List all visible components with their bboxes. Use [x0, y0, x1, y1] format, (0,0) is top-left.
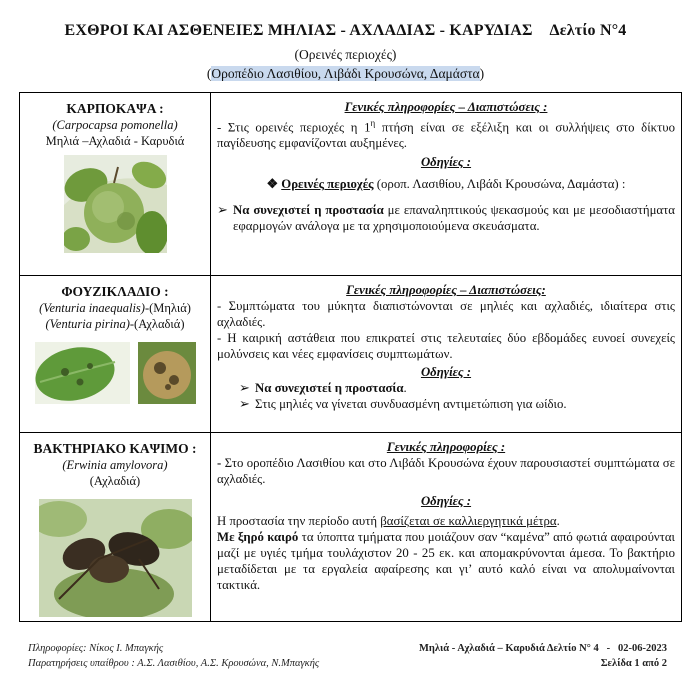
general-info-heading: Γενικές πληροφορίες : [386, 440, 506, 454]
pest-cell [20, 433, 211, 622]
scientific-name-apple: (Venturia inaequalis)-(Μηλιά) [39, 301, 191, 315]
arrow-bullet-icon: ➢ [239, 381, 250, 395]
footer-bulletin-info: Μηλιά - Αχλαδιά – Καρυδιά Δελτίο Ν° 4 - 02-06-2023 [418, 643, 667, 654]
general-info-text: - Στις ορεινές περιοχές η $1^\eta$ πτήση είναι σε εξέλιξη και οι συλλήψεις στο δίκτυο παγίδευσης εμφανίζονται αυξημένες. [217, 118, 675, 151]
instruction-item: ➢ Να συνεχιστεί η προστασία. [239, 381, 407, 395]
arrow-bullet-icon: ➢ [217, 203, 228, 218]
codling-moth-fruit-image [64, 155, 167, 253]
diamond-bullet-icon: ❖ [266, 177, 279, 192]
general-info-heading: Γενικές πληροφορίες – Διαπιστώσεις: [346, 283, 546, 297]
bulletin-number: Δελτίο Ν°4 [549, 22, 627, 39]
pest-name: ΦΟΥΖΙΚΛΑΔΙΟ : [61, 284, 169, 299]
general-info-text: - Συμπτώματα του μύκητα διαπιστώνονται σε μηλιές και αχλαδιές, ιδιαίτερα στις αχλαδιές. [217, 299, 675, 329]
instructions-heading: Οδηγίες : [420, 494, 472, 508]
scientific-name: (Carpocapsa pomonella) [52, 118, 178, 132]
table-row [20, 433, 682, 622]
scab-fruit-image [138, 342, 196, 404]
instruction-item: ➢ Να συνεχιστεί η προστασία με επαναληπτικούς ψεκασμούς και με μεσοδιαστήματα εφαρμογών ανάλογα με τα χρησιμοποιούμενα σκευάσματα. [217, 203, 675, 234]
page-number: Σελίδα 1 από 2 [600, 658, 667, 669]
info-cell [211, 276, 682, 433]
footer-left [28, 641, 319, 671]
general-info-text: - Η καιρική αστάθεια που επικρατεί στις τελευταίες δύο εβδομάδες ευνοεί συνεχείς μολύνσεις και νέες εμφανίσεις συμπτωμάτων. [217, 331, 675, 361]
pest-table [19, 92, 682, 622]
arrow-bullet-icon: ➢ [239, 397, 250, 411]
document-subtitle: (Ορεινές περιοχές) [294, 47, 397, 62]
footer-right [419, 641, 667, 671]
footer-observations: Παρατηρήσεις υπαίθρου : Α.Σ. Λασιθίου, Α.Σ. Κρουσώνα, Ν.Μπαγκής [28, 658, 320, 669]
fire-blight-image [39, 499, 192, 617]
general-info-text: - Στο οροπέδιο Λασιθίου και στο Λιβάδι Κρουσώνα έχουν παρουσιαστεί συμπτώματα σε αχλαδιές. [217, 456, 675, 486]
region-line: ❖ Ορεινές περιοχές (οροπ. Λασιθίου, Λιβάδι Κρουσώνα, Δαμάστα) : [266, 177, 626, 192]
pest-name: ΒΑΚΤΗΡΙΑΚΟ ΚΑΨΙΜΟ : [33, 441, 197, 456]
host-plants: (Αχλαδιά) [89, 474, 141, 488]
instruction-text: Η προστασία την περίοδο αυτή βασίζεται σε καλλιεργητικά μέτρα. [217, 514, 560, 528]
table-row [20, 276, 682, 433]
title-text: ΕΧΘΡΟΙ ΚΑΙ ΑΣΘΕΝΕΙΕΣ ΜΗΛΙΑΣ - ΑΧΛΑΔΙΑΣ - ΚΑΡΥΔΙΑΣ [64, 22, 533, 39]
instructions-heading: Οδηγίες : [420, 155, 472, 170]
general-info-heading: Γενικές πληροφορίες – Διαπιστώσεις : [344, 100, 548, 114]
instruction-item: ➢ Στις μηλιές να γίνεται συνδυασμένη αντιμετώπιση για ωίδιο. [239, 397, 567, 411]
document-title [0, 22, 691, 40]
scab-leaf-image [35, 342, 130, 404]
highlighted-areas[interactable]: Οροπέδιο Λασιθίου, Λιβάδι Κρουσώνα, Δαμάστα [211, 66, 480, 81]
areas-line: (Οροπέδιο Λασιθίου, Λιβάδι Κρουσώνα, Δαμάστα) [206, 66, 485, 81]
pest-cell [20, 276, 211, 433]
scientific-name: (Erwinia amylovora) [62, 458, 168, 472]
table-row [20, 93, 682, 276]
host-plants: Μηλιά –Αχλαδιά - Καρυδιά [45, 134, 185, 148]
info-cell [211, 433, 682, 622]
scientific-name-pear: (Venturia pirina)-(Αχλαδιά) [45, 317, 185, 331]
pest-name: ΚΑΡΠΟΚΑΨΑ : [66, 101, 164, 116]
pest-cell [20, 93, 211, 276]
footer-info: Πληροφορίες: Νίκος Ι. Μπαγκής [28, 643, 164, 654]
instruction-text: Με ξηρό καιρό τα ύποπτα τμήματα που μοιάζουν σαν “καμένα” από φωτιά αφαιρούνται μαζί με υγιές τμήμα τουλάχιστον 20 - 25 εκ. και απομακρύνονται άμεσα. Το βακτήριο μεταδίδεται με τα εργαλεία αφαίρεσης και γι’ αυτό καλό είναι να απολυμαίνονται τακτικά. [217, 530, 675, 592]
info-cell [211, 93, 682, 276]
scab-images [20, 342, 210, 404]
instructions-heading: Οδηγίες : [420, 365, 472, 379]
